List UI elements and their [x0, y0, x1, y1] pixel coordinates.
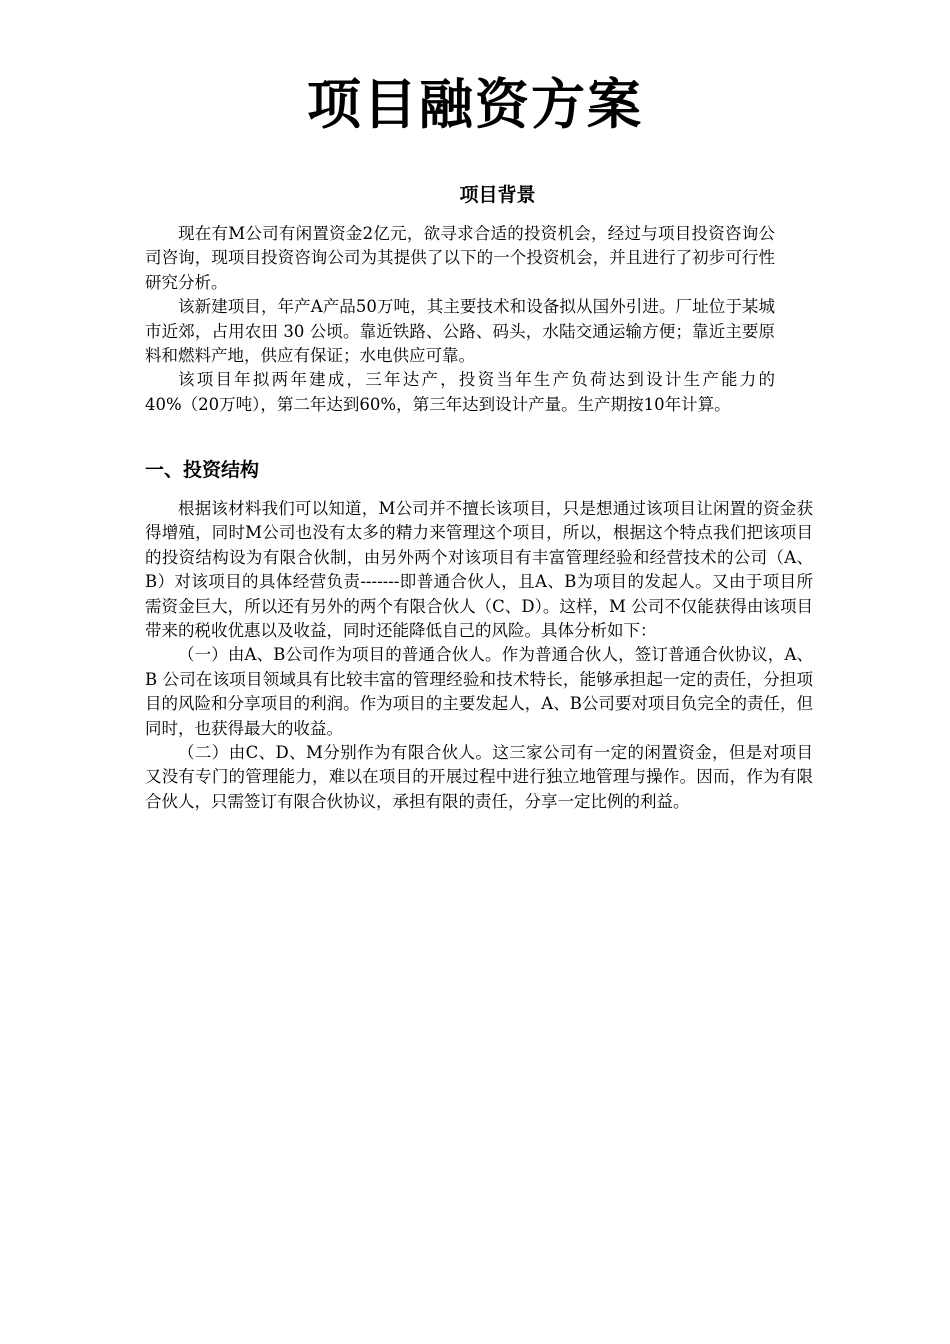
background-paragraph: 该项目年拟两年建成，三年达产，投资当年生产负荷达到设计生产能力的40%（20万吨），第二年达到60%，第三年达到设计产量。生产期按10年计算。 [145, 370, 775, 414]
section-paragraph: （一）由A、B公司作为项目的普通合伙人。作为普通合伙人，签订普通合伙协议，A、B 公司在该项目领域具有比较丰富的管理经验和技术特长，能够承担起一定的责任，分担项目的风险和分享项目的利润。作为项目的主要发起人，A、B公司要对项目负完全的责任，但同时，也获得最大的收益。 [145, 645, 813, 738]
document-title: 项目融资方案 [307, 73, 643, 136]
background-paragraph: 该新建项目，年产A产品50万吨，其主要技术和设备拟从国外引进。厂址位于某城市近郊，占用农田 30 公顷。靠近铁路、公路、码头，水陆交通运输方便；靠近主要原料和燃料产地，供应有保证；水电供应可靠。 [145, 297, 775, 366]
investment-structure-section [145, 497, 813, 814]
section-paragraph: 根据该材料我们可以知道，M公司并不擅长该项目，只是想通过该项目让闲置的资金获得增殖，同时M公司也没有太多的精力来管理这个项目，所以，根据这个特点我们把该项目的投资结构设为有限合伙制，由另外两个对该项目有丰富管理经验和经营技术的公司（A、B）对该项目的具体经营负责-------即普通合伙人，且A、B为项目的发起人。又由于项目所需资金巨大，所以还有另外的两个有限合伙人（C、D）。这样，M 公司不仅能获得由该项目带来的税收优惠以及收益，同时还能降低自己的风险。具体分析如下： [145, 499, 813, 641]
background-paragraph: 现在有M公司有闲置资金2亿元，欲寻求合适的投资机会，经过与项目投资咨询公司咨询，现项目投资咨询公司为其提供了以下的一个投资机会，并且进行了初步可行性研究分析。 [145, 224, 775, 292]
section-paragraph: （二）由C、D、M分别作为有限合伙人。这三家公司有一定的闲置资金，但是对项目又没有专门的管理能力，难以在项目的开展过程中进行独立地管理与操作。因而，作为有限合伙人，只需签订有限合伙协议，承担有限的责任，分享一定比例的利益。 [145, 743, 813, 811]
background-section [145, 222, 775, 417]
section-heading-investment-structure: 一、投资结构 [145, 459, 260, 481]
background-heading: 项目背景 [459, 184, 536, 206]
